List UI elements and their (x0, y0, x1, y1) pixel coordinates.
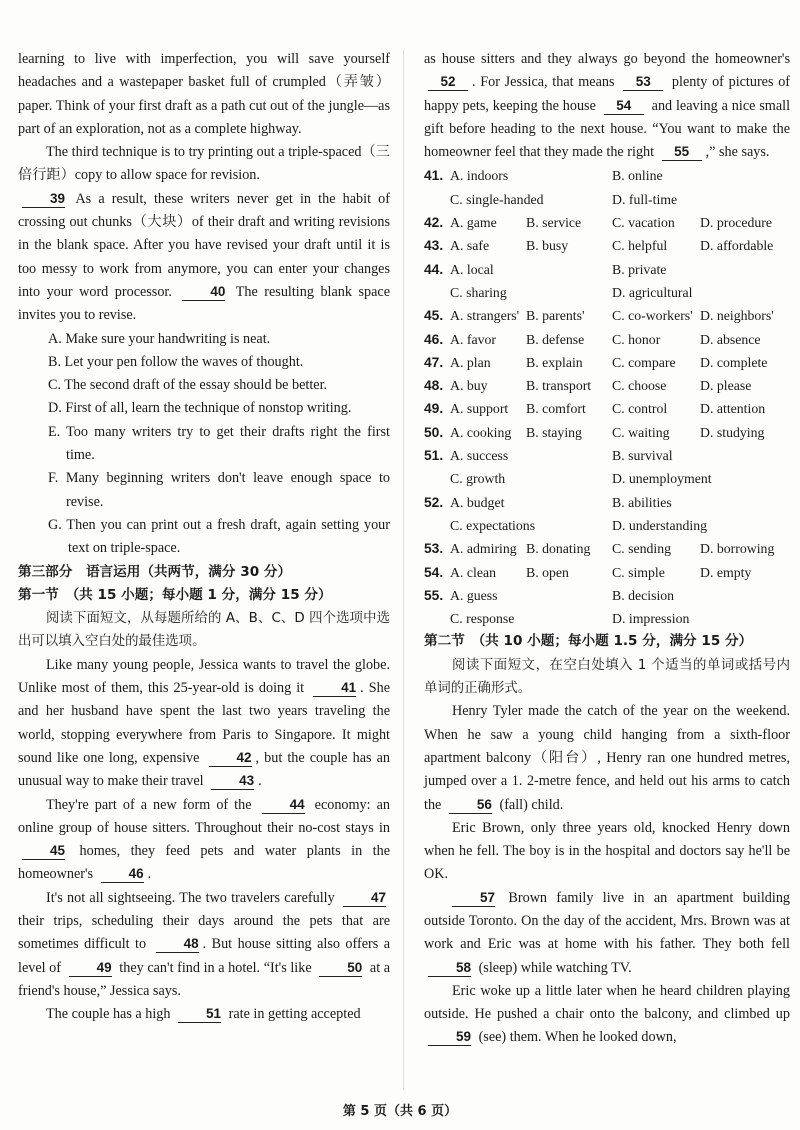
text: They're part of a new form of the (46, 796, 252, 813)
question-number: 45. (424, 308, 444, 324)
blank-43[interactable]: 43 (211, 773, 254, 790)
choice[interactable]: A. game (450, 215, 497, 231)
blank-39[interactable]: 39 (22, 191, 65, 208)
blank-47[interactable]: 47 (343, 890, 386, 907)
question-row (424, 444, 790, 467)
blank-42[interactable]: 42 (209, 750, 252, 767)
choice[interactable]: B. decision (612, 587, 675, 603)
choice[interactable]: C. single-handed (450, 191, 544, 207)
question-row (424, 328, 790, 351)
section-2-title: 第二节 （共 10 小题；每小题 1.5 分，满分 15 分） (424, 633, 753, 650)
choice[interactable]: B. abilities (612, 494, 672, 510)
question-row (424, 491, 790, 514)
question-row (424, 258, 790, 281)
text: . She and her husband have spent the last two years traveling the world, stopping everywhere from Paris to Singapore. It might sound like one long, expensive (18, 680, 390, 766)
choice[interactable]: C. waiting (612, 424, 670, 440)
blank-41[interactable]: 41 (313, 680, 356, 697)
text: they can't find in a hotel. “It's like (119, 959, 312, 976)
choice[interactable]: D. understanding (612, 517, 708, 533)
option-f: F. Many beginning writers don't leave enough space to revise. (48, 470, 390, 510)
paragraph (424, 980, 790, 1050)
text: and leaving a nice small gift before heading to the next house. “You want to make the homeowner feel that they made the right (424, 97, 791, 161)
text: their trips, scheduling their days around the pets that are sometimes difficult to (18, 912, 390, 953)
choice[interactable]: C. helpful (612, 238, 668, 254)
choice[interactable]: B. comfort (526, 401, 586, 417)
question-number: 41. (424, 168, 444, 184)
text: homes, they feed pets and water plants in the homeowner's (18, 843, 391, 883)
question-row (424, 537, 790, 560)
choice[interactable]: B. defense (526, 331, 585, 347)
choice[interactable]: D. agricultural (612, 284, 693, 300)
text: , but the couple has an unusual way to make their travel (18, 749, 391, 790)
choice[interactable]: D. empty (700, 564, 752, 580)
question-row (424, 607, 790, 630)
blank-46[interactable]: 46 (101, 866, 144, 883)
question-number: 49. (424, 401, 444, 417)
blank-55[interactable]: 55 (662, 144, 702, 161)
text: Eric woke up a little later when he heard children playing outside. He pushed a chair onto the balcony, and climbed up (424, 982, 790, 1023)
paragraph (18, 654, 390, 794)
question-number: 50. (424, 424, 444, 440)
column-divider (403, 50, 404, 1090)
choice[interactable]: B. open (526, 564, 569, 580)
blank-51[interactable]: 51 (178, 1006, 221, 1023)
text: . (147, 866, 152, 883)
choice[interactable]: C. response (450, 611, 515, 627)
choice[interactable]: C. compare (612, 354, 676, 370)
question-number: 43. (424, 238, 444, 254)
choice[interactable]: D. borrowing (700, 541, 775, 557)
choice[interactable]: B. transport (526, 378, 592, 394)
blank-48[interactable]: 48 (156, 936, 199, 953)
text: . (258, 773, 262, 790)
paragraph (18, 794, 390, 887)
choice[interactable]: A. success (450, 448, 509, 464)
right-column (424, 48, 790, 1050)
choice[interactable]: B. explain (526, 354, 583, 370)
option-d: D. First of all, learn the technique of nonstop writing. (48, 400, 352, 417)
text: As a result, these writers never get in the habit of crossing out chunks（大块）of their draft and writing revisions in the blank space. After you have revised your draft until it is too messy to work from anymore, you can enter your changes into your word processor. (18, 190, 390, 300)
question-number: 44. (424, 261, 444, 277)
text: as house sitters and they always go beyond the homeowner's (424, 51, 790, 67)
question-row (424, 211, 790, 234)
question-number: 51. (424, 448, 444, 464)
paragraph (18, 1003, 390, 1026)
text: rate in getting accepted (228, 1006, 361, 1023)
text: at a friend's house,” Jessica says. (18, 959, 391, 999)
choice[interactable]: D. please (700, 378, 752, 394)
question-row (424, 351, 790, 374)
question-number: 48. (424, 378, 444, 394)
option-c: C. The second draft of the essay should be better. (48, 377, 328, 394)
option-a: A. Make sure your handwriting is neat. (48, 330, 271, 347)
part-3-title: 第三部分 语言运用（共两节，满分 30 分） (18, 563, 292, 580)
text: Brown family live in an apartment building outside Toronto. On the day of the accident, Mrs. Brown was at work and Eric was at home with his father. They both fell (424, 889, 791, 953)
choice[interactable]: C. expectations (450, 517, 536, 533)
choice[interactable]: A. safe (450, 238, 490, 254)
choice[interactable]: B. online (612, 168, 663, 184)
blank-49[interactable]: 49 (69, 960, 112, 977)
page-number: 第 5 页（共 6 页） (342, 1104, 458, 1119)
question-number: 46. (424, 331, 444, 347)
question-row (424, 234, 790, 257)
choice[interactable]: D. complete (700, 354, 768, 370)
question-row (424, 561, 790, 584)
question-number: 54. (424, 564, 444, 580)
question-number: 52. (424, 494, 444, 510)
text: (sleep) while watching TV. (478, 959, 632, 976)
choice[interactable]: D. studying (700, 424, 765, 440)
choice[interactable]: A. support (450, 401, 509, 417)
question-number: 55. (424, 587, 444, 603)
choice[interactable]: A. admiring (450, 541, 517, 557)
text: The couple has a high (46, 1006, 171, 1023)
choice[interactable]: A. plan (450, 354, 491, 370)
text: ,” she says. (705, 144, 770, 161)
blank-54[interactable]: 54 (604, 98, 644, 115)
blank-59[interactable]: 59 (428, 1029, 471, 1046)
choice[interactable]: D. attention (700, 401, 766, 417)
question-number: 47. (424, 354, 444, 370)
choice[interactable]: A. favor (450, 331, 496, 347)
text: It's not all sightseeing. The two travelers carefully (46, 889, 335, 906)
blank-52[interactable]: 52 (428, 74, 468, 91)
choice[interactable]: B. service (526, 215, 582, 231)
section-1-title: 第一节 （共 15 小题；每小题 1 分，满分 15 分） (18, 586, 332, 603)
text: The third technique is to try printing out a triple-spaced（三倍行距）copy to allow space for revision. (18, 144, 390, 184)
choice[interactable]: D. full-time (612, 191, 678, 207)
choice[interactable]: C. vacation (612, 215, 675, 231)
paragraph: Eric Brown, only three years old, knocked Henry down when he fell. The boy is in the hospital and doctors say he'll be OK. (424, 819, 790, 883)
option-e: E. Too many writers try to get their drafts right the first time. (48, 423, 390, 464)
choice[interactable]: C. honor (612, 331, 661, 347)
choice[interactable]: C. sharing (450, 284, 507, 300)
paragraph (424, 48, 790, 164)
choice[interactable]: D. neighbors' (700, 308, 774, 324)
text: (fall) child. (499, 796, 564, 813)
option-g: G. Then you can print out a fresh draft, again setting your text on triple-space. (48, 516, 390, 557)
text: . But house sitting also offers a level of (18, 936, 391, 976)
blank-45[interactable]: 45 (22, 843, 65, 860)
question-number: 42. (424, 215, 444, 231)
choice[interactable]: C. control (612, 401, 668, 417)
question-row (424, 281, 790, 304)
option-b: B. Let your pen follow the waves of thought. (48, 353, 304, 370)
blank-53[interactable]: 53 (623, 74, 663, 91)
choice[interactable]: A. budget (450, 494, 505, 510)
choice[interactable]: C. co-workers' (612, 308, 693, 324)
choice[interactable]: D. procedure (700, 215, 773, 231)
choice[interactable]: B. donating (526, 541, 591, 557)
choice[interactable]: A. buy (450, 378, 488, 394)
choice[interactable]: B. busy (526, 238, 569, 254)
choice[interactable]: B. private (612, 261, 667, 277)
choice[interactable]: A. indoors (450, 168, 509, 184)
options-list (18, 328, 390, 561)
question-row (424, 584, 790, 607)
question-row (424, 374, 790, 397)
question-row (424, 397, 790, 420)
left-column (18, 48, 390, 1026)
question-row (424, 421, 790, 444)
paragraph (18, 141, 390, 327)
paragraph (18, 887, 390, 1003)
blank-44[interactable]: 44 (262, 797, 305, 814)
choice[interactable]: D. impression (612, 611, 690, 627)
text: plenty of pictures of happy pets, keeping the house (424, 74, 791, 114)
choice[interactable]: D. unemployment (612, 471, 712, 487)
choice[interactable]: C. choose (612, 378, 667, 394)
question-number: 53. (424, 541, 444, 557)
paragraph (424, 700, 790, 816)
blank-58[interactable]: 58 (428, 960, 471, 977)
text: Henry Tyler made the catch of the year on the weekend. When he saw a young child hanging from a sixth-floor apartment balcony（阳台）, Henry ran one hundred metres, jumped over a 1. 2-metre fence, and held out his arms to catch the (424, 703, 790, 813)
choice[interactable]: D. affordable (700, 238, 774, 254)
text: The resulting blank space invites you to revise. (18, 283, 390, 324)
blank-50[interactable]: 50 (319, 960, 362, 977)
blank-57[interactable]: 57 (452, 890, 495, 907)
text: Like many young people, Jessica wants to travel the globe. Unlike most of them, this 25-year-old is doing it (18, 656, 390, 697)
choice[interactable]: C. sending (612, 541, 672, 557)
choice[interactable]: A. clean (450, 564, 496, 580)
choice[interactable]: C. growth (450, 471, 506, 487)
choice[interactable]: A. guess (450, 587, 498, 603)
question-row (424, 164, 790, 187)
choice[interactable]: A. strangers' (450, 308, 520, 324)
choice[interactable]: B. survival (612, 448, 673, 464)
paragraph: learning to live with imperfection, you will save yourself headaches and a wastepaper basket full of crumpled（弄皱）paper. Think of your first draft as a path cut out of the jungle—as part of an exploration, not as a complete highway. (18, 51, 390, 137)
choice[interactable]: D. absence (700, 331, 761, 347)
section-2-instructions: 阅读下面短文，在空白处填入 1 个适当的单词或括号内单词的正确形式。 (424, 657, 790, 697)
section-1-instructions: 阅读下面短文，从每题所给的 A、B、C、D 四个选项中选出可以填入空白处的最佳选项。 (18, 611, 390, 650)
text: economy: an online group of house sitters. Throughout their no-cost stays in (18, 796, 391, 836)
question-row (424, 304, 790, 327)
choice[interactable]: B. staying (526, 424, 582, 440)
choice[interactable]: A. cooking (450, 424, 512, 440)
choice[interactable]: A. local (450, 261, 494, 277)
paragraph (424, 887, 790, 980)
text: (see) them. When he looked down, (478, 1029, 677, 1046)
blank-40[interactable]: 40 (182, 284, 225, 301)
question-row (424, 514, 790, 537)
text: . For Jessica, that means (472, 74, 615, 91)
question-row (424, 188, 790, 211)
choice[interactable]: B. parents' (526, 308, 585, 324)
blank-56[interactable]: 56 (449, 797, 492, 814)
choice[interactable]: C. simple (612, 564, 665, 580)
options-table (424, 164, 790, 630)
question-row (424, 467, 790, 490)
